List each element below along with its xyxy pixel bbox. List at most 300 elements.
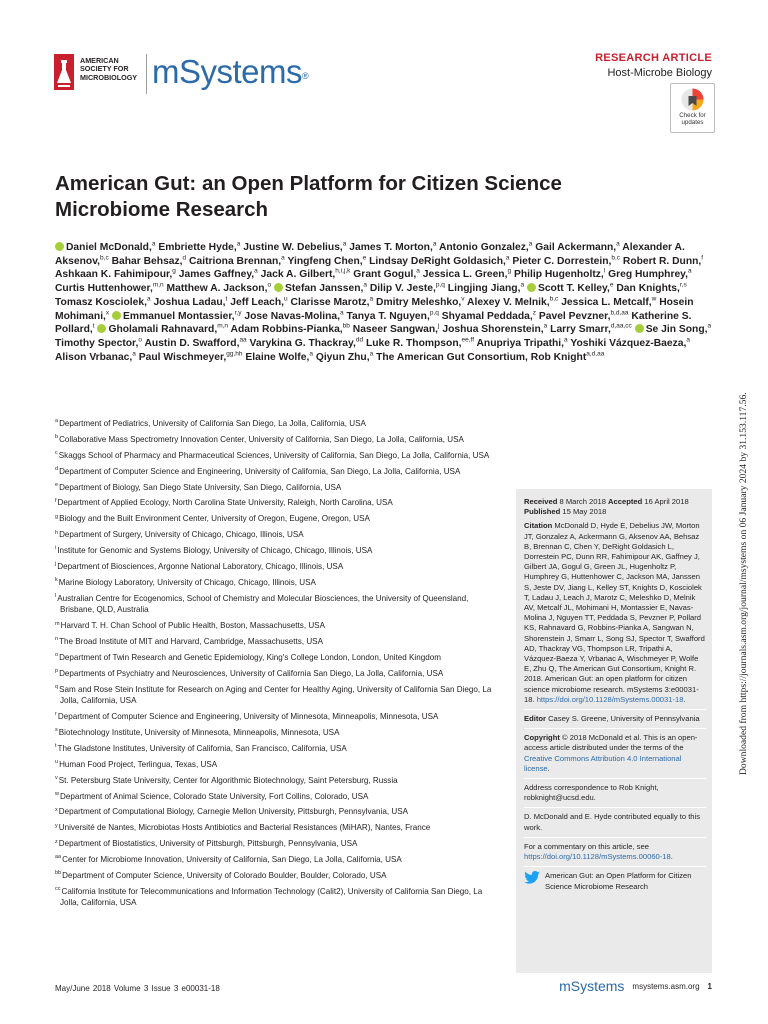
author [349,242,436,253]
commentary-text: For a commentary on this article, see [524,841,649,851]
affiliation-marker: q [55,684,59,691]
affiliation-text: Biotechnology Institute, University of Minnesota, Minneapolis, Minnesota, USA [58,728,340,738]
affiliation [55,759,495,771]
author [55,283,164,294]
author-name: Joshua Shorenstein, [442,324,544,336]
author-name: Pavel Pevzner, [538,310,611,322]
author [189,256,285,267]
affiliation-marker: t [55,743,57,750]
logo-divider [146,54,147,94]
affiliation-text: Department of Computer Science and Engineering, University of California, San Diego, La Jolla, California, USA [59,466,461,476]
divider [524,778,706,779]
affiliation-marker: o [55,652,59,659]
affiliation-text: Department of Biology, San Diego State University, San Diego, California, USA [59,482,342,492]
affiliation [55,806,495,818]
affiliation-text: Harvard T. H. Chan School of Public Health, Boston, Massachusetts, USA [60,621,325,631]
affiliation [55,684,495,707]
author-name: Lindsay DeRight Goldasich, [369,255,506,267]
author [370,283,445,294]
author [527,283,614,294]
affiliation-text: Department of Applied Ecology, North Carolina State University, Raleigh, North Carolina, USA [57,498,393,508]
author-name: Se Jin Song, [645,324,708,336]
author [230,297,287,308]
author-affiliation-marker: a [151,240,156,248]
affiliation-text: Departments of Psychiatry and Neurosciences, University of California San Diego, La Jolla, California, USA [59,668,444,678]
author-affiliation-marker: a [616,240,620,248]
author-name: Naseer Sangwan, [352,324,439,336]
author [439,242,532,253]
copyright-text: © 2018 McDonald et al. This is an open-access article distributed under the terms of the [524,733,698,753]
author-affiliation-marker: gg,hh [226,350,243,358]
affiliation-marker: k [55,577,58,584]
affiliation [55,466,495,478]
author-affiliation-marker: x [105,309,110,317]
author-name: Yoshiki Vázquez-Baeza, [570,337,687,349]
affiliation-text: Department of Twin Research and Genetic Epidemiology, King's College London, London, United Kingdom [59,652,441,662]
author-affiliation-marker: a [339,309,344,317]
author-name: Tomasz Kosciolek, [55,296,147,308]
affiliation [55,822,495,834]
orcid-icon[interactable] [527,283,536,292]
affiliation [55,838,495,850]
author-name: Embriette Hyde, [158,242,237,253]
affiliation-marker: z [55,838,58,845]
affiliation-text: Department of Surgery, University of Chicago, Chicago, Illinois, USA [59,530,304,540]
commentary-end: . [670,852,673,862]
affiliation [55,497,495,509]
author-affiliation-marker: a [363,281,367,289]
author-affiliation-marker: p,q [429,309,439,317]
tweet[interactable] [524,871,706,891]
license-link[interactable]: Creative Commons Attribution 4.0 International license [524,753,682,773]
affiliation-text: Department of Pediatrics, University of California San Diego, La Jolla, California, USA [59,419,366,428]
author [353,324,440,335]
accepted-label: Accepted [608,497,643,506]
author-affiliation-marker: a [342,240,347,248]
author-name: Gholamali Rahnavard, [108,324,218,336]
affiliation-marker: i [55,545,57,552]
affiliation [55,727,495,739]
affiliation-text: Institute for Genomic and Systems Biology, University of Chicago, Chicago, Illinois, USA [57,546,373,556]
affiliation-marker: j [55,561,57,568]
affiliation [55,620,495,632]
commentary [524,842,706,862]
author-affiliation-marker: aa [239,336,247,344]
author-name: Jessica L. Green, [422,269,508,281]
author-name: Jessica L. Metcalf, [561,296,652,308]
citation-doi-link[interactable]: https://doi.org/10.1128/mSystems.00031-18 [536,694,684,704]
asm-line: SOCIETY FOR [80,64,129,74]
published-label: Published [524,507,561,517]
author [376,297,465,308]
divider [524,728,706,729]
author [55,297,151,308]
author [623,256,703,267]
author [55,269,176,280]
affiliation [55,418,495,430]
author-affiliation-marker: m,n [217,322,229,330]
author-affiliation-marker: z [532,309,536,317]
accepted-date: 16 April 2018 [644,497,689,506]
author [539,311,629,322]
received-label: Received [524,497,558,506]
author [231,324,350,335]
author [250,338,364,349]
affiliation-text: Sam and Rose Stein Institute for Research on Aging and Center for Healthy Aging, University of California San Diego, La Jolla, California, USA [59,684,492,706]
author-name: Antonio Gonzalez, [438,242,529,253]
affiliation-marker: g [55,513,59,520]
author-affiliation-marker: a [564,336,568,344]
author-affiliation-marker: d,aa,cc [610,322,632,330]
msystems-logo [152,52,308,92]
article-section: Host-Microbe Biology [607,67,712,79]
registered-mark: ® [302,71,309,81]
author-affiliation-marker: bb [342,322,350,330]
citation-label: Citation [524,521,553,531]
author [179,269,258,280]
author-affiliation-marker: a [416,267,420,275]
author-name: Greg Humphrey, [608,269,689,281]
published-date: 15 May 2018 [562,507,607,517]
author-name: The American Gut Consortium, [376,351,528,363]
author-affiliation-marker: r,s [679,281,687,289]
author [477,338,568,349]
author-name: Daniel McDonald, [66,242,152,253]
author [97,324,228,335]
history-dates [524,497,706,517]
asm-line: MICROBIOLOGY [80,72,138,82]
author-name: Alexander A. Aksenov, [55,242,685,267]
author-affiliation-marker: e [362,254,367,262]
author [369,256,509,267]
author-name: Larry Smarr, [550,324,611,336]
affiliation-marker: w [55,790,59,797]
affiliation [55,529,495,541]
affiliation-text: St. Petersburg State University, Center for Algorithmic Biotechnology, Saint Petersburg, Russia [58,775,398,785]
author-name: James T. Morton, [349,242,433,253]
equal-contribution: D. McDonald and E. Hyde contributed equally to this work. [524,812,701,832]
author [616,283,686,294]
asm-name [80,57,142,82]
author-affiliation-marker: b,d,aa [610,309,629,317]
author-affiliation-marker: b,c [611,254,621,262]
affiliation-marker: h [55,529,59,536]
author [55,242,155,253]
editor-text: Casey S. Greene, University of Pennsylvania [548,714,700,724]
affiliation-marker: u [55,759,59,766]
author-name: Caitriona Brennan, [189,255,282,267]
affiliation-text: Department of Animal Science, Colorado State University, Fort Collins, Colorado, USA [59,791,369,801]
journal-logo-m: m [152,53,179,90]
author-affiliation-marker: t [92,322,95,330]
author-name: Curtis Huttenhower, [55,283,153,295]
footer-url[interactable]: msystems.asm.org [632,981,700,991]
editor [524,714,706,724]
citation-text: McDonald D, Hyde E, Debelius JW, Morton JT, Gonzalez A, Ackermann G, Aksenov AA, Behsaz B, Brennan C, Chen Y, DeRight Goldasich L, Dorrestein PC, Dunn RR, Fahimipour AK, Gaffney J, Gilbert JA, Gogul G, Green JL, Hugenholtz P, Humphrey G, Huttenhower C, Jackson MA, Janssen S, Jeste DV, Jiang L, Kelley ST, Knights D, Kosciolek T, Ladau J, Leach J, Marotz C, Meleshko D, Melnik AV, Metcalf JL, Mohimani H, Montassier E, Navas-Molina J, Nguyen TT, Peddada S, Pevzner P, Pollard KS, Rahnavard G, Robbins-Pianka A, Sangwan N, Shorenstein J, Smarr L, Song SJ, Spector T, Swafford AD, Thackray VG, Thompson LR, Tripathi A, Vázquez-Baeza Y, Vrbanac A, Wischmeyer P, Wolfe E, Zhu Q, The American Gut Consortium, Knight R. 2018. American Gut: an open platform for citizen science microbiome research. mSystems 3:e00031-18. [524,521,705,704]
author-name: Jeff Leach, [230,296,285,308]
author [346,311,438,322]
orcid-icon[interactable] [55,242,64,251]
twitter-bird-icon [524,871,540,884]
author-affiliation-marker: a [254,267,258,275]
author-name: Grant Gogul, [353,269,417,281]
author-affiliation-marker: a [520,281,525,289]
author [353,269,420,280]
author [316,352,373,363]
author-affiliation-marker: a [369,295,374,303]
author-name: Dilip V. Jeste, [369,283,436,295]
author [261,269,351,280]
author-affiliation-marker: dd [355,336,364,344]
author-affiliation-marker: a [528,240,533,248]
affiliation-marker: n [55,636,59,643]
author-affiliation-marker: o [138,336,142,344]
divider [524,709,706,710]
author [158,242,240,253]
affiliation [55,854,495,866]
orcid-icon[interactable] [97,324,106,333]
author [139,352,243,363]
author [531,352,605,363]
author-affiliation-marker: b,c [549,295,559,303]
tweet-text: American Gut: an Open Platform for Citizen Science Microbiome Research [545,871,692,891]
author-name: Scott T. Kelley, [537,283,610,295]
author [366,338,474,349]
affiliation [55,791,495,803]
author-name: Tanya T. Nguyen, [346,310,430,322]
author-affiliation-marker: a [236,240,241,248]
author-name: Clarisse Marotz, [290,296,370,308]
author-name: Robert R. Dunn, [622,255,702,267]
affiliation-marker: a [55,418,59,425]
affiliation-text: Université de Nantes, Microbiotas Hosts Antibiotics and Bacterial Resistances (MiHAR), Nantes, France [58,823,431,833]
affiliation [55,482,495,494]
title-line: American Gut: an Open Platform for Citizen Science [55,172,562,195]
affiliation [55,652,495,664]
author-affiliation-marker: f [701,254,704,262]
affiliation-text: Department of Computational Biology, Carnegie Mellon University, Pittsburgh, Pennsylvania, USA [58,807,408,817]
issue-info: May/June 2018 Volume 3 Issue 3 e00031-18 [55,984,220,993]
author-affiliation-marker: a [369,350,374,358]
affiliation [55,668,495,680]
affiliation-text: Department of Computer Science, University of Colorado Boulder, Boulder, Colorado, USA [62,871,387,881]
affiliation-text: Department of Biosciences, Argonne National Laboratory, Chicago, Illinois, USA [57,562,344,572]
author-affiliation-marker: a [309,350,313,358]
author-affiliation-marker: r,y [234,309,242,317]
copyright [524,733,706,774]
affiliation [55,775,495,787]
author-name: Timothy Spector, [55,337,139,349]
affiliation-text: Human Food Project, Terlingua, Texas, USA [59,759,218,769]
affiliation-list [55,418,495,913]
author-name: Philip Hugenholtz, [513,269,604,281]
author [512,256,620,267]
footer-logo: mSystems [559,978,625,994]
author-name: Gail Ackermann, [535,242,617,253]
title-line: Microbiome Research [55,198,269,221]
author [274,283,367,294]
author [561,297,656,308]
affiliation-marker: d [55,465,59,472]
author-name: Emmanuel Montassier, [123,310,235,322]
author-name: James Gaffney, [178,269,255,281]
author-name: Qiyun Zhu, [315,351,370,363]
received-date: 8 March 2018 [559,497,606,506]
affiliation-marker: cc [55,886,61,893]
author [55,338,142,349]
author-affiliation-marker: m,n [152,281,164,289]
license-end: . [547,763,550,773]
author [442,311,536,322]
author [608,269,692,280]
affiliation-marker: b [55,434,59,441]
divider [524,807,706,808]
affiliation [55,513,495,525]
affiliation-text: Collaborative Mass Spectrometry Innovation Center, University of California, San Diego, La Jolla, California, USA [59,434,464,444]
author-affiliation-marker: a [688,267,692,275]
affiliation-marker: l [55,593,57,600]
author-name: Elaine Wolfe, [245,351,310,363]
author-name: Paul Wischmeyer, [138,351,227,363]
affiliation-marker: y [55,822,58,829]
author [570,338,690,349]
author-affiliation-marker: a [281,254,285,262]
affiliation-text: Center for Microbiome Innovation, University of California, San Diego, La Jolla, California, USA [62,855,402,865]
orcid-icon[interactable] [635,324,644,333]
author-affiliation-marker: a [132,350,136,358]
author [55,352,136,363]
author-name: Matthew A. Jackson, [166,283,268,295]
author-affiliation-marker: a,d,aa [586,350,605,358]
author-name: Rob Knight [530,351,587,363]
affiliation-text: Department of Biostatistics, University of Pittsburgh, Pittsburgh, Pennsylvania, USA [58,839,358,849]
affiliation-marker: m [55,620,60,627]
page-number: 1 [707,981,712,991]
author [291,297,374,308]
affiliation-marker: f [55,497,57,504]
author-affiliation-marker: ee,ff [461,336,475,344]
affiliation-marker: e [55,481,59,488]
affiliation-marker: r [55,711,57,718]
affiliation-marker: s [55,727,58,734]
author-affiliation-marker: d [182,254,187,262]
commentary-link[interactable]: https://doi.org/10.1128/mSystems.00060-18 [524,852,671,862]
affiliation [55,593,495,616]
author-affiliation-marker: a [432,240,437,248]
orcid-icon[interactable] [112,311,121,320]
affiliation [55,870,495,882]
author-name: Lingjing Jiang, [447,283,521,295]
author-affiliation-marker: b,c [100,254,109,262]
author [635,324,711,335]
author-name: Anupriya Tripathi, [476,337,565,349]
author [245,352,313,363]
author-name: Austin D. Swafford, [144,337,240,349]
author-name: Alexey V. Melnik, [467,296,550,308]
divider [524,837,706,838]
author-affiliation-marker: l [603,267,606,275]
author [550,324,632,335]
editor-label: Editor [524,714,546,724]
author-name: Jose Navas-Molina, [244,310,340,322]
author-name: Pieter C. Dorrestein, [512,255,612,267]
affiliation-text: Australian Centre for Ecogenomics, School of Chemistry and Molecular Biosciences, the University of Queensland, Brisbane, QLD, Australia [57,593,469,615]
correspondence: Address correspondence to Rob Knight, robknight@ucsd.edu. [524,783,659,803]
divider [524,866,706,867]
citation [524,521,706,705]
author [243,242,346,253]
affiliation [55,886,495,909]
affiliation-text: California Institute for Telecommunications and Information Technology (Calit2), University of California San Diego, La Jolla, California, USA [60,886,483,908]
flask-icon [52,54,76,92]
author-name: Luke R. Thompson, [365,337,462,349]
orcid-icon[interactable] [274,283,283,292]
author-affiliation-marker: t [225,295,228,303]
author-name: Alison Vrbanac, [55,351,133,363]
author-affiliation-marker: a [543,322,548,330]
article-title [55,171,695,223]
author-name: Joshua Ladau, [153,296,226,308]
crossmark-icon [680,87,705,112]
affiliation [55,577,495,589]
author-name: Dmitry Meleshko, [376,296,462,308]
author-affiliation-marker: j [438,322,440,330]
author-affiliation-marker: a [146,295,151,303]
affiliation-text: Department of Computer Science and Engineering, University of Minnesota, Minneapolis, Minnesota, USA [57,712,439,722]
affiliation [55,561,495,573]
author-name: Hosein Mohimani, [55,296,694,322]
author-affiliation-marker: u [284,295,288,303]
affiliation [55,636,495,648]
author-affiliation-marker: a [505,254,510,262]
author [514,269,605,280]
footer-right [559,978,712,994]
affiliation-text: Skaggs School of Pharmacy and Pharmaceutical Sciences, University of California, San Diego, La Jolla, California, USA [58,450,490,460]
author-list [55,241,715,364]
author-name: Ashkaan K. Fahimipour, [55,269,173,281]
check-for-updates-badge[interactable] [670,83,715,133]
citation-end: . [683,694,686,704]
article-type: RESEARCH ARTICLE [595,52,712,64]
author [535,242,620,253]
author-name: Shyamal Peddada, [441,310,533,322]
affiliation [55,743,495,755]
author-name: Yingfeng Chen, [287,255,363,267]
crossmark-label: Check for updates [679,112,706,126]
author-name: Varykina G. Thackray, [249,337,356,349]
copyright-label: Copyright [524,733,560,743]
affiliation-marker: p [55,668,59,675]
affiliation-marker: aa [55,854,62,861]
author [442,324,547,335]
affiliation-text: The Broad Institute of MIT and Harvard, Cambridge, Massachusetts, USA [59,637,323,647]
author [167,283,272,294]
author-affiliation-marker: o [267,281,272,289]
author-name: Katherine S. Pollard, [55,310,692,336]
asm-line: AMERICAN [80,56,119,65]
author [144,338,246,349]
author-name: Adam Robbins-Pianka, [230,324,343,336]
author [376,352,528,363]
author [467,297,558,308]
author-affiliation-marker: h,i,j,k [335,267,351,275]
author [423,269,511,280]
author-name: Jack A. Gilbert, [260,269,336,281]
author [448,283,524,294]
author [153,297,227,308]
journal-logo-text: Systems [179,53,303,90]
author-name: Stefan Janssen, [284,283,364,295]
